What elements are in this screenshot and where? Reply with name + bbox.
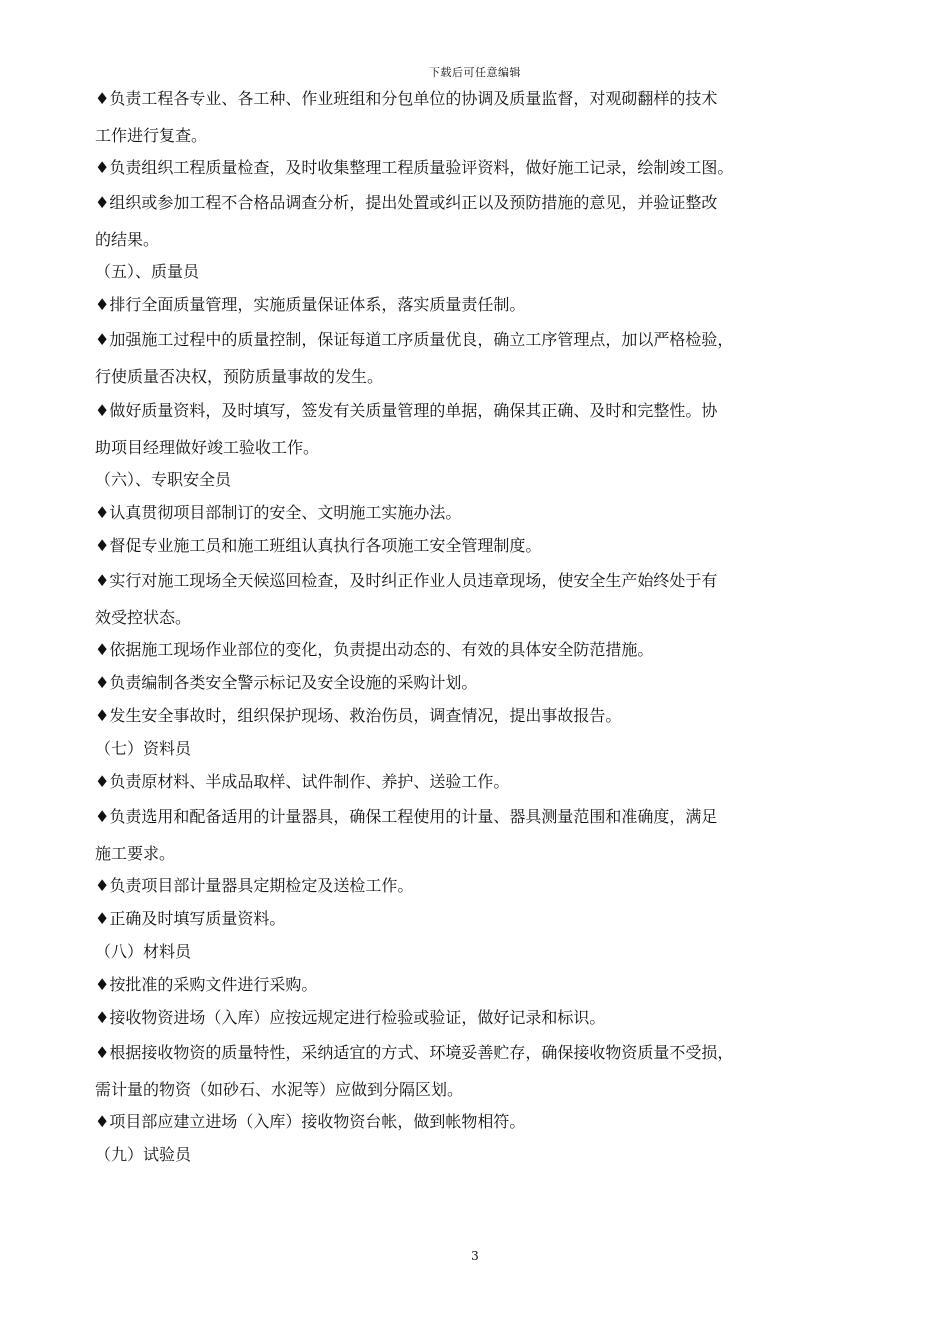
paragraph-7 — [95, 392, 865, 463]
paragraph-3 — [95, 184, 865, 255]
paragraph-9: ♦认真贯彻项目部制订的安全、文明施工实施办法。 — [95, 503, 462, 522]
paragraph-1 — [95, 80, 865, 151]
paragraph-line: 效受控状态。 — [95, 608, 192, 627]
paragraph-21: ♦按批准的采购文件进行采购。 — [95, 975, 318, 994]
paragraph-5: ♦排行全面质量管理，实施质量保证体系，落实质量责任制。 — [95, 295, 526, 314]
paragraph-13: ♦负责编制各类安全警示标记及安全设施的采购计划。 — [95, 673, 478, 692]
page-header: 下载后可任意编辑 — [429, 66, 521, 79]
section-heading-material-clerk: （八）材料员 — [95, 942, 192, 961]
section-heading-document-clerk: （七）资料员 — [95, 739, 192, 758]
paragraph-line: 的结果。 — [95, 230, 160, 249]
paragraph-23 — [95, 1034, 865, 1105]
paragraph-line: ♦实行对施工现场全天候巡回检查，及时纠正作业人员违章现场，使安全生产始终处于有 — [95, 571, 718, 590]
paragraph-line: ♦负责选用和配备适用的计量器具，确保工程使用的计量、器具测量范围和准确度，满足 — [95, 807, 718, 826]
section-heading-safety-officer: （六）、专职安全员 — [95, 470, 232, 489]
paragraph-line: ♦负责工程各专业、各工种、作业班组和分包单位的协调及质量监督，对观砌翻样的技术 — [95, 89, 718, 108]
paragraph-line: 工作进行复查。 — [95, 126, 208, 145]
paragraph-11 — [95, 562, 865, 633]
paragraph-line: 需计量的物资（如砂石、水泥等）应做到分隔区划。 — [95, 1080, 464, 1099]
paragraph-line: ♦根据接收物资的质量特性，采纳适宜的方式、环境妥善贮存，确保接收物资质量不受损， — [95, 1043, 734, 1062]
page-number: 3 — [471, 1249, 479, 1263]
section-heading-quality-officer: （五）、质量员 — [95, 262, 200, 281]
paragraph-24: ♦项目部应建立进场（入库）接收物资台帐，做到帐物相符。 — [95, 1112, 526, 1131]
paragraph-line: 助项目经理做好竣工验收工作。 — [95, 438, 320, 457]
paragraph-10: ♦督促专业施工员和施工班组认真执行各项施工安全管理制度。 — [95, 536, 542, 555]
paragraph-2: ♦负责组织工程质量检查，及时收集整理工程质量验评资料，做好施工记录，绘制竣工图。 — [95, 158, 734, 177]
document-body — [95, 80, 865, 1171]
paragraph-22: ♦接收物资进场（入库）应按远规定进行检验或验证，做好记录和标识。 — [95, 1008, 606, 1027]
paragraph-18: ♦负责项目部计量器具定期检定及送检工作。 — [95, 876, 414, 895]
paragraph-16: ♦负责原材料、半成品取样、试件制作、养护、送验工作。 — [95, 772, 510, 791]
paragraph-17 — [95, 798, 865, 869]
paragraph-19: ♦正确及时填写质量资料。 — [95, 909, 286, 928]
paragraph-12: ♦依据施工现场作业部位的变化，负责提出动态的、有效的具体安全防范措施。 — [95, 640, 654, 659]
paragraph-line: ♦组织或参加工程不合格品调查分析，提出处置或纠正以及预防措施的意见，并验证整改 — [95, 193, 718, 212]
paragraph-line: 施工要求。 — [95, 844, 176, 863]
paragraph-line: 行使质量否决权，预防质量事故的发生。 — [95, 367, 384, 386]
paragraph-14: ♦发生安全事故时，组织保护现场、救治伤员，调查情况，提出事故报告。 — [95, 706, 622, 725]
paragraph-line: ♦加强施工过程中的质量控制，保证每道工序质量优良，确立工序管理点，加以严格检验， — [95, 330, 734, 349]
section-heading-test-officer: （九）试验员 — [95, 1145, 192, 1164]
paragraph-6 — [95, 321, 865, 392]
paragraph-line: ♦做好质量资料，及时填写，签发有关质量管理的单据，确保其正确、及时和完整性。协 — [95, 401, 718, 420]
